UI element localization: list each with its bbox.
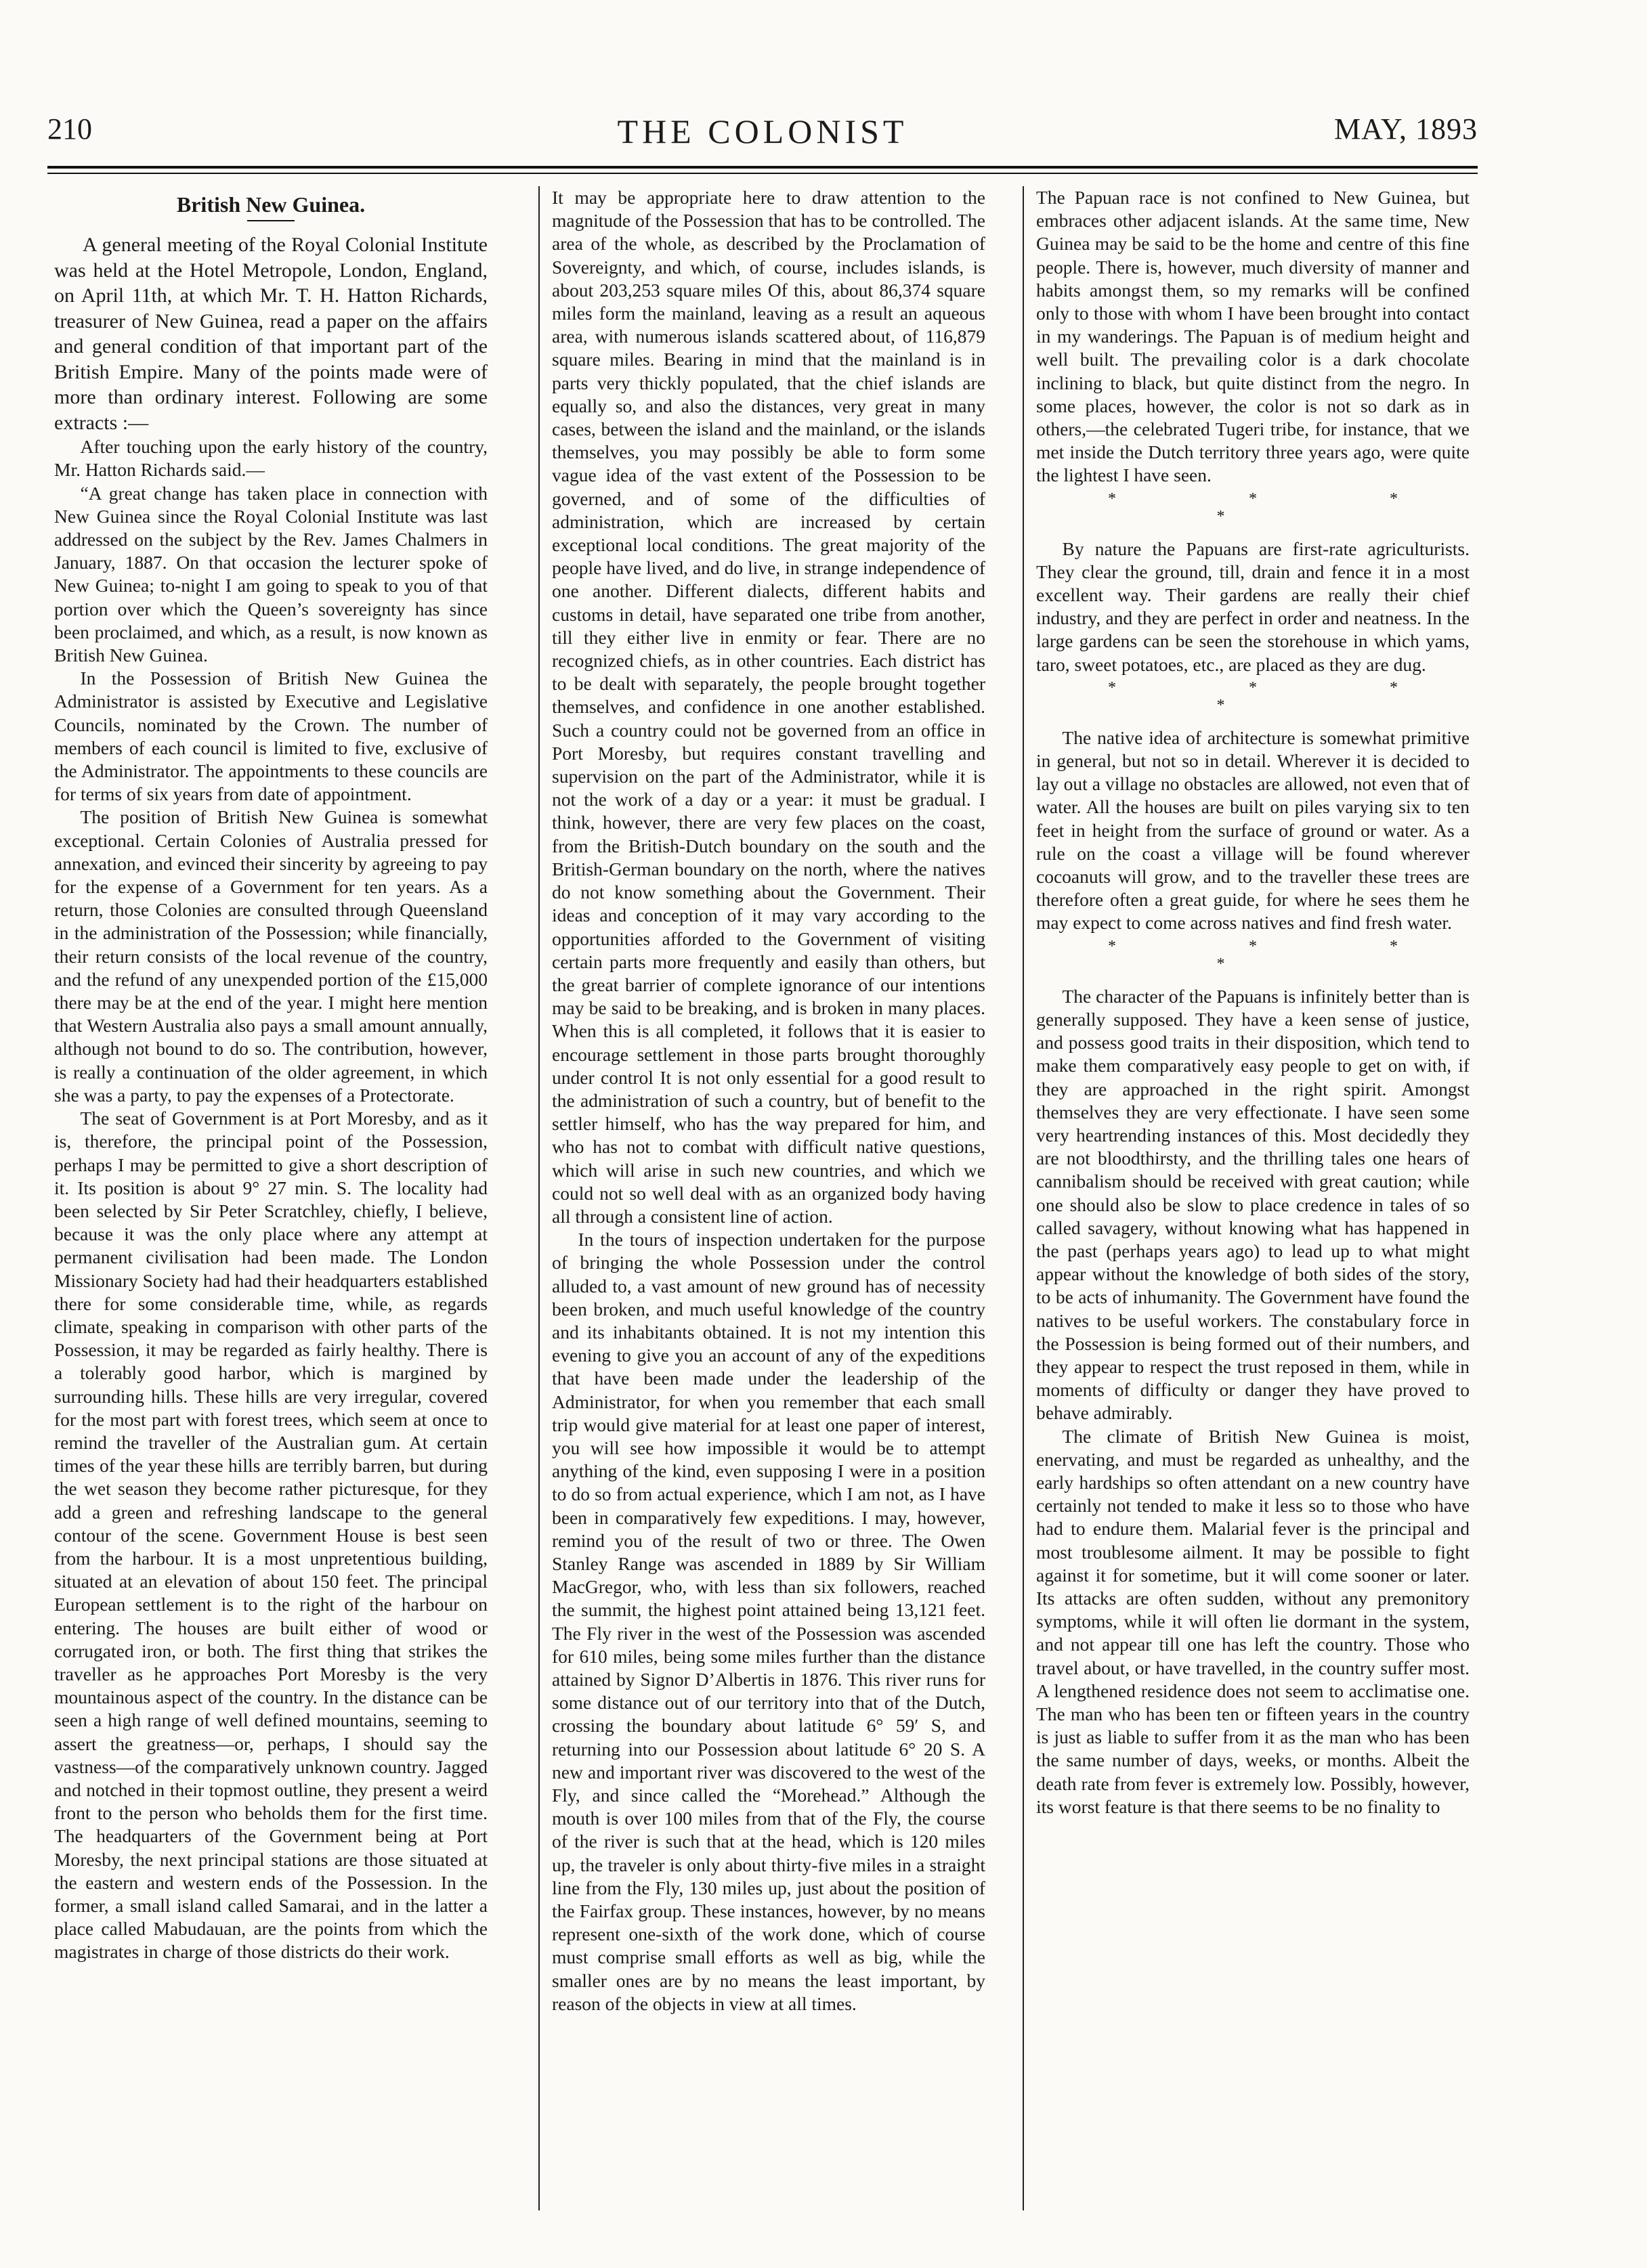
header-rule-thin (47, 173, 1478, 174)
paragraph: After touching upon the early history of the country, Mr. Hatton Richards said.— (54, 436, 488, 481)
section-divider: * * * * (1108, 489, 1462, 525)
column-divider (538, 186, 540, 2210)
paragraph: “A great change has taken place in connection with New Guinea since the Royal Colonial Institute was last addressed on the subject by the Rev. James Chalmers in January, 1887. On that occasion the lecturer spoke of New Guinea; to-night I am going to speak to you of that portion over which the Queen’s sovereignty has since been proclaimed, and which, as a result, is now known as British New Guinea. (54, 482, 488, 666)
paragraph: By nature the Papuans are first-rate agriculturists. They clear the ground, till, drain and fence it in a most excellent way. Their gardens are really their chief industry, and they are perfect in order and neatness. In the large gardens can be seen the storehouse in which yams, taro, sweet potatoes, etc., are placed as they are dug. (1036, 538, 1470, 675)
column-2 (552, 186, 985, 2210)
paragraph: The character of the Papuans is infinitely better than is generally supposed. They have a keen sense of justice, and possess good traits in their disposition, which tend to make them comparatively easy people to get on with, if they are approached in the right spirit. Amongst themselves they are very effectionate. I have seen some very heartrending instances of this. Most decidedly they are not bloodthirsty, and the thrilling tales one hears of cannibalism should be received with great caution; while one should also be slow to place credence in tales of so called savagery, without knowing what has happened in the past (perhaps years ago) to lead up to what might appear without the knowledge of both sides of the story, to be acts of inhumanity. The Government have found the natives to be useful workers. The constabulary force in the Possession is being formed out of their numbers, and they appear to respect the trust reposed in them, while in moments of difficulty or danger they have proved to behave admirably. (1036, 985, 1470, 1424)
paragraph: The position of British New Guinea is somewhat exceptional. Certain Colonies of Australia pressed for annexation, and evinced their sincerity by agreeing to pay for the expense of a Government for ten years. As a return, those Colonies are consulted through Queensland in the administration of the Possession; while financially, their return consists of the local revenue of the country, and the refund of any unexpended portion of the £15,000 there may be at the end of the year. I might here mention that Western Australia also pays a small amount annually, although not bound to do so. The contribution, however, is really a continuation of the older agreement, in which she was a party, to pay the expenses of a Protectorate. (54, 806, 488, 1106)
paragraph: The climate of British New Guinea is moist, enervating, and must be regarded as unhealthy, and the early hardships so often attendant on a new country have certainly not tended to make it less so to those who have had to endure them. Malarial fever is the principal and most troublesome ailment. It may be possible to fight against it for sometime, but it will come sooner or later. Its attacks are often sudden, without any premonitory symptoms, while it will often lie dormant in the system, and not appear till one has left the country. Those who travel about, or have travelled, in the country suffer most. A lengthened residence does not seem to acclimatise one. The man who has been ten or fifteen years in the country is just as liable to suffer from it as the man who has been the same number of days, weeks, or months. Albeit the death rate from fever is extremely low. Possibly, however, its worst feature is that there seems to be no finality to (1036, 1425, 1470, 1817)
paragraph: In the tours of inspection undertaken for the purpose of bringing the whole Possession under the control alluded to, a vast amount of new ground has of necessity been broken, and much useful knowledge of the country and its inhabitants obtained. It is not my intention this evening to give you an account of any of the expeditions that have been made under the leadership of the Administrator, for when you remember that each small trip would give material for at least one paper of interest, you will see how impossible it would be to attempt anything of the kind, even supposing I were in a position to do so from actual experience, which I am not, as I have been in comparatively few expeditions. I may, however, remind you of the result of two or three. The Owen Stanley Range was ascended in 1889 by Sir William MacGregor, who, with less than six followers, reached the summit, the highest point attained being 13,121 feet. The Fly river in the west of the Possession was ascended for 610 miles, being some miles further than the distance attained by Signor D’Albertis in 1876. This river runs for some distance out of our territory into that of the Dutch, crossing the boundary about latitude 6° 59′ S, and returning into our Possession about latitude 6° 20 S. A new and important river was discovered to the west of the Fly, and since called the “Morehead.” Although the mouth is over 100 miles from that of the Fly, the course of the river is such that at the head, which is 120 miles up, the traveler is only about thirty-five miles in a straight line from the Fly, 130 miles up, just about the position of the Fairfax group. These instances, however, by no means represent one-sixth of the work done, which of course must comprise small efforts as well as big, while the smaller ones are by no means the least important, by reason of the objects in view at all times. (552, 1229, 985, 2014)
column-1 (54, 186, 488, 2210)
section-divider: * * * * (1108, 678, 1462, 714)
issue-date: MAY, 1893 (1334, 112, 1478, 146)
paragraph: The Papuan race is not confined to New Guinea, but embraces other adjacent islands. At the same time, New Guinea may be said to be the home and centre of this fine people. There is, however, much diversity of manner and habits amongst them, so my remarks will be confined only to those with whom I have been brought into contact in my wanderings. The Papuan is of medium height and well built. The prevailing color is a dark chocolate inclining to black, but quite distinct from the negro. In some places, however, the color is not so dark as in others,—the celebrated Tugeri tribe, for instance, that we met inside the Dutch territory three years ago, were quite the lightest I have seen. (1036, 187, 1470, 486)
paragraph: It may be appropriate here to draw attention to the magnitude of the Possession that has to be controlled. The area of the whole, as described by the Proclamation of Sovereignty, and which, of course, includes islands, is about 203,253 square miles Of this, about 86,374 square miles form the mainland, leaving as a result an aqueous area, with numerous islands scattered about, of 116,879 square miles. Bearing in mind that the mainland is in parts very thickly populated, that the chief islands are equally so, and also the distances, very great in many cases, between the island and the mainland, or the islands themselves, you may possibly be able to form some vague idea of the vast extent of the Possession to be governed, and of some of the difficulties of administration, which are increased by certain exceptional local conditions. The great majority of the people have lived, and do live, in strange independence of one another. Different dialects, different habits and customs in detail, have separated one tribe from another, till they either live in enmity or fear. There are no recognized chiefs, as in other countries. Each district has to be dealt with separately, the people brought together themselves, and confidence in one another established. Such a country could not be governed from an office in Port Moresby, but requires constant travelling and supervision on the part of the Administrator, while it is not the work of a day or a year: it must be gradual. I think, however, there are very few places on the coast, from the British-Dutch boundary on the south and the British-German boundary on the north, where the natives do not know something about the Government. Their ideas and conception of it may vary according to the opportunities afforded to the Government of visiting certain parts more frequently and easily than others, but the great barrier of complete ignorance of our intentions may be said to be breaking, and is broken in many places. When this is all completed, it follows that it is easier to encourage settlement in those parts brought thoroughly under control It is not only essential for a good result to the administration of such a country, but of benefit to the settler himself, who has the way prepared for him, and who has not to combat with difficult native questions, which will arise in such new countries, and which we could not so well deal with as an organized body having all through a consistent line of action. (552, 187, 985, 1227)
paragraph: The native idea of architecture is somewhat primitive in general, but not so in detail. Wherever it is decided to lay out a village no obstacles are allowed, not even that of water. All the houses are built on piles varying six to ten feet in height from the surface of ground or water. As a rule on the coast a village will be found wherever cocoanuts will grow, and to the traveller these trees are therefore often a great guide, for where he sees them he may expect to come across natives and find fresh water. (1036, 726, 1470, 934)
page-header (47, 112, 1478, 152)
article-title: British New Guinea. (176, 192, 366, 217)
paragraph: In the Possession of British New Guinea the Administrator is assisted by Executive and Legislative Councils, nominated by the Crown. The number of members of each council is limited to five, exclusive of the Administrator. The appointments to these councils are for terms of six years from date of appointment. (54, 668, 488, 805)
title-rule (247, 220, 295, 221)
section-divider: * * * * (1108, 937, 1462, 973)
column-divider (1023, 186, 1024, 2210)
page-number: 210 (47, 112, 92, 146)
paragraph: A general meeting of the Royal Colonial Institute was held at the Hotel Metropole, London, England, on April 11th, at which Mr. T. H. Hatton Richards, treasurer of New Guinea, read a paper on the affairs and general condition of that important part of the British Empire. Many of the points made were of more than ordinary interest. Following are some extracts :— (54, 234, 488, 434)
paragraph: The seat of Government is at Port Moresby, and as it is, therefore, the principal point of the Possession, perhaps I may be permitted to give a short description of it. Its position is about 9° 27 min. S. The locality had been selected by Sir Peter Scratchley, chiefly, I believe, because it was the only place where any attempt at permanent civilisation had been made. The London Missionary Society had had their headquarters established there for some considerable time, while, as regards climate, speaking in comparison with other parts of the Possession, it may be regarded as fairly healthy. There is a tolerably good harbor, which is margined by surrounding hills. These hills are very irregular, covered for the most part with forest trees, which seem at once to remind the traveller of the Australian gum. At certain times of the year these hills are terribly barren, but during the wet season they become rather picturesque, for they add a green and refreshing landscape to the general contour of the scene. Government House is best seen from the harbour. It is a most unpretentious building, situated at an elevation of about 150 feet. The principal European settlement is to the right of the harbour on entering. The houses are built either of wood or corrugated iron, or both. The first thing that strikes the traveller as he approaches Port Moresby is the very mountainous aspect of the country. In the distance can be seen a high range of well defined mountains, seeming to assert the greatness—or, perhaps, I should say the vastness—of the comparatively unknown country. Jagged and notched in their topmost outline, they present a weird front to the person who beholds them for the first time. The headquarters of the Government being at Port Moresby, the next principal stations are those situated at the eastern and western ends of the Possession. In the former, a small island called Samarai, and in the latter a place called Mabudauan, are the points from which the magistrates in charge of those districts do their work. (54, 1108, 488, 1963)
column-3 (1036, 186, 1470, 2210)
masthead: THE COLONIST (617, 112, 908, 150)
header-rule (47, 166, 1478, 169)
